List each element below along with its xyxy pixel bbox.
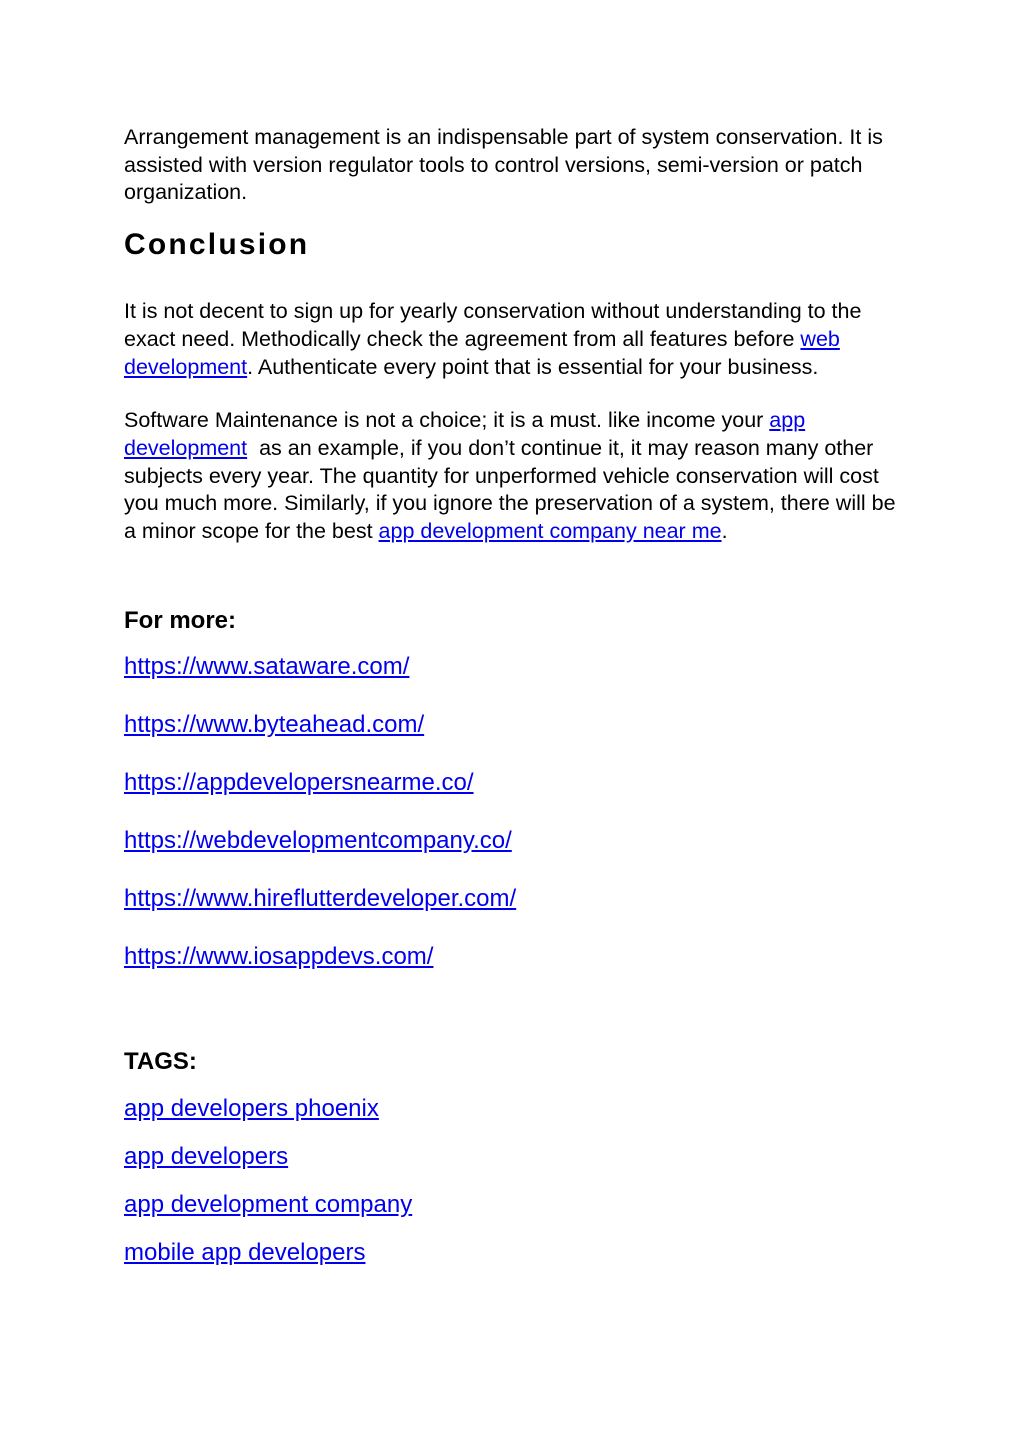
conclusion-paragraph-2 bbox=[124, 407, 902, 546]
list-item bbox=[124, 942, 899, 972]
conclusion-paragraph-2-text-a: Software Maintenance is not a choice; it is a must. like income your bbox=[124, 408, 770, 433]
conclusion-heading: Conclusion bbox=[124, 228, 310, 262]
conclusion-paragraph-2-text-c: . bbox=[721, 519, 728, 544]
list-item bbox=[124, 1094, 899, 1124]
for-more-heading: For more: bbox=[124, 606, 237, 634]
intro-paragraph: Arrangement management is an indispensable part of system conservation. It is assisted with version regulator tools to control versions, semi-version or patch organization. bbox=[124, 125, 883, 205]
list-item bbox=[124, 826, 899, 856]
tag-app-developers-link[interactable]: app developers bbox=[124, 1142, 289, 1170]
list-item bbox=[124, 1238, 899, 1268]
byteahead-link[interactable]: https://www.byteahead.com/ bbox=[124, 710, 425, 738]
tag-mobile-app-developers-link[interactable]: mobile app developers bbox=[124, 1238, 366, 1266]
app-development-company-near-me-link[interactable]: app development company near me bbox=[378, 519, 722, 544]
appdevelopersnearme-link[interactable]: https://appdevelopersnearme.co/ bbox=[124, 768, 474, 796]
hireflutterdeveloper-link[interactable]: https://www.hireflutterdeveloper.com/ bbox=[124, 884, 517, 912]
conclusion-paragraph-1-text-a: It is not decent to sign up for yearly conservation without understanding to the exact need. Methodically check the agreement from all features before bbox=[124, 299, 862, 351]
app-development-link[interactable]: app development bbox=[124, 408, 806, 460]
iosappdevs-link[interactable]: https://www.iosappdevs.com/ bbox=[124, 942, 434, 970]
webdevelopmentcompany-link[interactable]: https://webdevelopmentcompany.co/ bbox=[124, 826, 512, 854]
list-item bbox=[124, 652, 899, 682]
tag-link-list bbox=[124, 1094, 899, 1268]
document-page bbox=[124, 124, 902, 1268]
conclusion-paragraph-1 bbox=[124, 298, 899, 381]
list-item bbox=[124, 1142, 899, 1172]
for-more-link-list bbox=[124, 652, 899, 972]
tag-app-developers-phoenix-link[interactable]: app developers phoenix bbox=[124, 1094, 379, 1122]
list-item bbox=[124, 710, 899, 740]
list-item bbox=[124, 1190, 899, 1220]
tag-app-development-company-link[interactable]: app development company bbox=[124, 1190, 413, 1218]
web-development-link[interactable]: web development bbox=[124, 326, 840, 379]
conclusion-paragraph-2-text-b: as an example, if you don’t continue it, it may reason many other subjects every year. The quantity for unperformed vehicle conservation will cost you much more. Similarly, if you ignore the preservation of a system, there will be a minor scope for the best bbox=[124, 435, 902, 544]
tags-heading: TAGS: bbox=[124, 1047, 197, 1075]
list-item bbox=[124, 768, 899, 798]
conclusion-paragraph-1-text-b: . Authenticate every point that is essential for your business. bbox=[247, 354, 819, 379]
list-item bbox=[124, 884, 899, 914]
sataware-link[interactable]: https://www.sataware.com/ bbox=[124, 652, 410, 680]
